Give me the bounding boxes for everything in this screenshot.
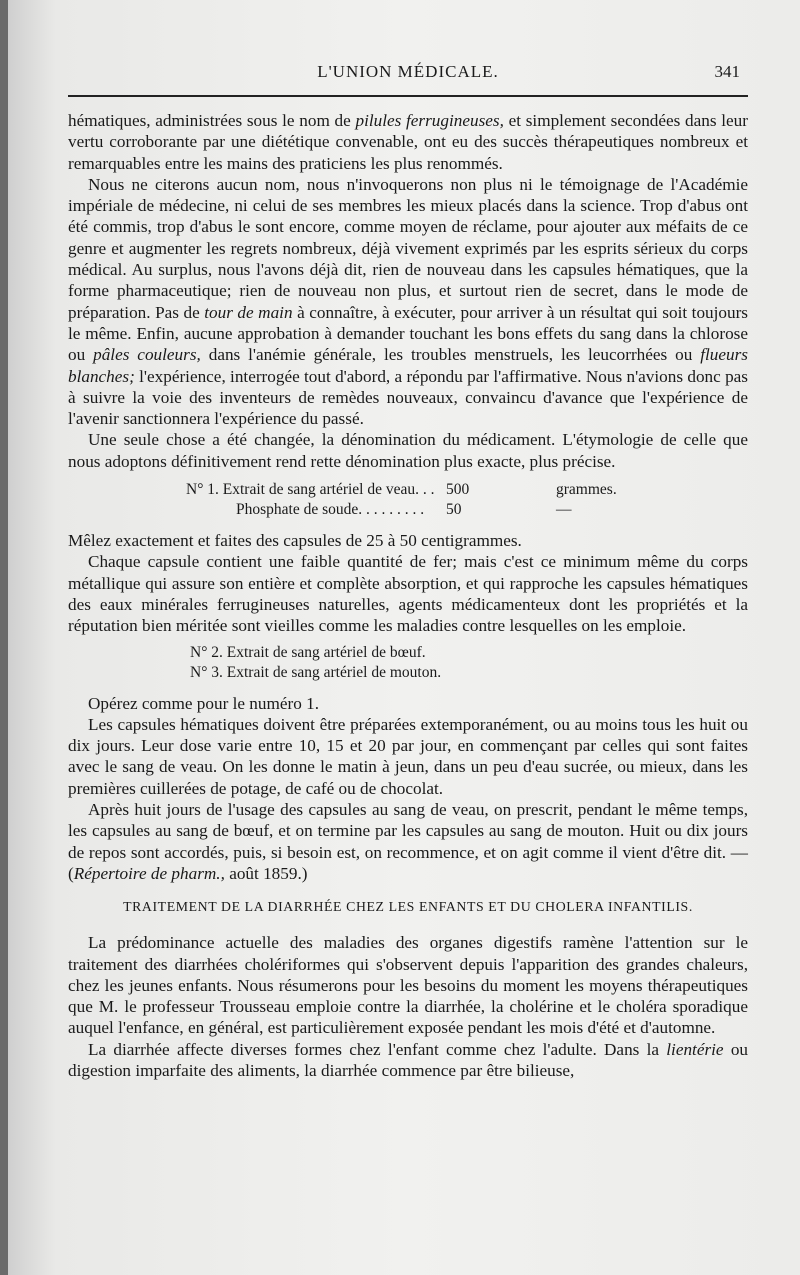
paragraph: Mêlez exactement et faites des capsules de 25 à 50 centigrammes. [68, 531, 522, 551]
page-header [68, 62, 748, 90]
text: et simplement secondées dans leur vertu corroborante par une diététique convenable, ont eu des succès thérapeutiques nombreux et remarquables entre les mains des praticiens les plus renommés. [68, 111, 748, 173]
formula-line [68, 500, 748, 520]
text: Nous ne citerons aucun nom, nous n'invoquerons non plus ni le témoignage de l'Académie impériale de médecine, ni celui de ses membres les mieux placés dans la science. Trop d'abus ont été commis, trop d'abus le sont encore, comme moyen de réclame, pour ajouter aux méfaits de ce genre et augmenter les regrets nombreux, déjà vivement exprimés par les esprits sérieux du corps médical. Au surplus, nous l'avons déjà dit, rien de nouveau dans les capsules hématiques, que la forme pharmaceutique; rien de nouveau non plus, et surtout rien de secret, dans le mode de préparation. Pas de [68, 174, 748, 322]
italic-text: pâles couleurs, [93, 345, 201, 365]
header-rule [68, 95, 748, 97]
italic-text: flueurs blanches; [68, 345, 748, 386]
formula-line: N° 2. Extrait de sang artériel de bœuf. [190, 643, 426, 661]
ingredient-unit: — [556, 501, 572, 519]
formula-block-2 [68, 643, 748, 683]
page-number: 341 [714, 62, 740, 81]
text: à connaître, à exécuter, pour arriver à un résultat qui soit toujours le même. Enfin, aucune approbation à demander touchant les bons effets du sang dans la chlorose ou [68, 302, 749, 365]
paragraph [68, 799, 748, 884]
article-body [68, 110, 748, 1081]
ingredient-qty: 500 [446, 481, 470, 499]
page [8, 0, 800, 1275]
ingredient-unit: grammes. [556, 481, 617, 499]
italic-text: tour de main [204, 302, 293, 322]
running-title: L'UNION MÉDICALE. [317, 62, 499, 81]
ingredient-name: N° 1. Extrait de sang artériel de veau. . . [186, 481, 435, 499]
italic-text: lientérie [666, 1039, 724, 1059]
italic-text: pilules ferrugineuses, [355, 111, 504, 130]
text: Après huit jours de l'usage des capsules au sang de veau, on prescrit, pendant le même temps, les capsules au sang de bœuf, et on termine par les capsules au sang de mouton. Huit ou dix jours de repos sont accordés, puis, si besoin est, on recommence, et on agit comme il vient d'être dit. — ( [68, 800, 748, 883]
paragraph [68, 1039, 748, 1082]
paragraph: La prédominance actuelle des maladies des organes digestifs ramène l'attention sur le traitement des diarrhées cholériformes qui s'observent depuis l'apparition des grandes chaleurs, chez les jeunes enfants. Nous résumerons pour les besoins du moment les moyens thérapeutiques que M. le professeur Trousseau emploie contre la diarrhée, la cholérine et le choléra sporadique auquel l'enfance, en général, est particulièrement exposée pendant les mois d'été et d'automne. [68, 933, 748, 1038]
paragraph: Opérez comme pour le numéro 1. [88, 693, 319, 713]
italic-text: Répertoire de pharm., [73, 863, 225, 883]
paragraph: Les capsules hématiques doivent être préparées extemporanément, ou au moins tous les huit ou dix jours. Leur dose varie entre 10, 15 et 20 par jour, en commençant par celles qui sont faites avec le sang de veau. On les donne le matin à jeun, dans un peu d'eau sucrée, ou mieux, dans les premières cuillerées de potage, de café ou de chocolat. [68, 714, 748, 798]
text: août 1859.) [224, 863, 308, 883]
formula-line [68, 480, 748, 500]
formula-line: N° 3. Extrait de sang artériel de mouton. [190, 663, 442, 681]
paragraph [68, 174, 748, 430]
formula-block-1 [68, 480, 748, 520]
text: l'expérience, interrogée tout d'abord, a répondu par l'affirmative. Nous n'avions donc pas à suivre la voie des inventeurs de remèdes nouveaux, convaincu d'avance que l'expérience de l'avenir sanctionnera l'expérience du passé. [68, 366, 748, 429]
text: dans l'anémie générale, les troubles menstruels, les leucorrhées ou [200, 345, 701, 365]
paragraph: Chaque capsule contient une faible quantité de fer; mais c'est ce minimum même du corps métallique qui assure son entière et complète absorption, et qui rapproche les capsules hématiques des eaux minérales ferrugineuses naturelles, agents médicamenteux dont les propriétés et la réputation bien méritée sont vieilles comme les maladies contre lesquelles on les emploie. [68, 552, 748, 636]
ingredient-name: Phosphate de soude. . . . . . . . . [236, 501, 425, 519]
text: hématiques, administrées sous le nom de [68, 111, 356, 130]
paragraph: Une seule chose a été changée, la dénomination du médicament. L'étymologie de celle que nous adoptons définitivement rend rette dénomination plus exacte, plus précise. [68, 430, 748, 471]
paragraph [68, 110, 748, 174]
section-title: TRAITEMENT DE LA DIARRHÉE CHEZ LES ENFANTS ET DU CHOLERA INFANTILIS. [123, 899, 693, 915]
text: La diarrhée affecte diverses formes chez l'enfant comme chez l'adulte. Dans la [88, 1039, 667, 1059]
ingredient-qty: 50 [446, 501, 462, 519]
text: ou digestion imparfaite des aliments, la diarrhée commence par être bilieuse, [68, 1039, 749, 1080]
